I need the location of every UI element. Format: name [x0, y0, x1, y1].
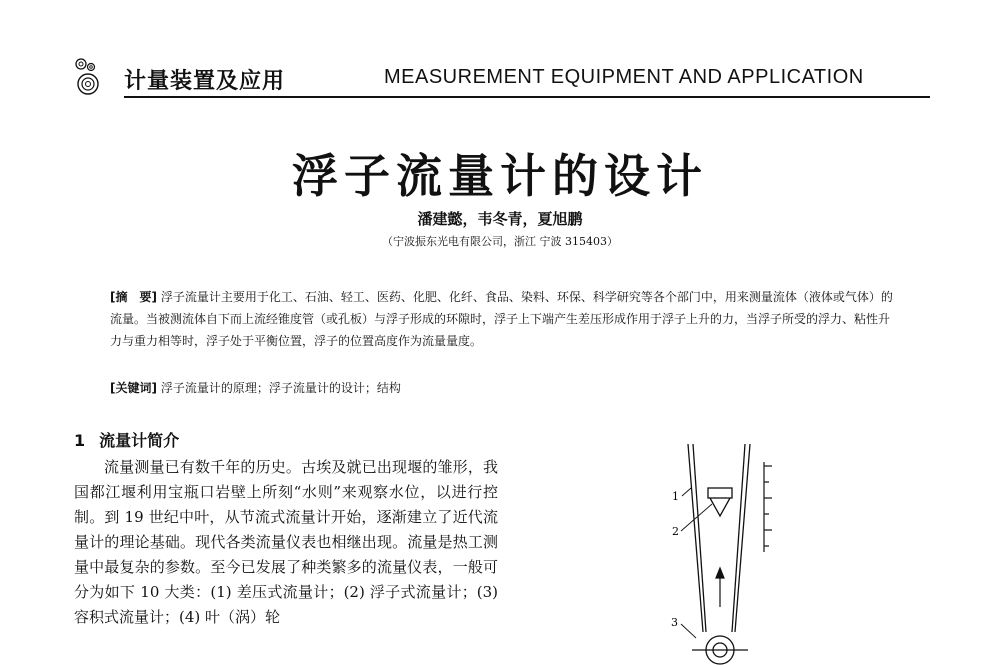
keywords	[110, 377, 900, 399]
scale-ticks	[764, 462, 772, 552]
journal-logo-icon	[74, 56, 114, 96]
keywords-text: 浮子流量计的原理；浮子流量计的设计；结构	[160, 381, 401, 395]
article-authors: 潘建懿，韦冬青，夏旭鹏	[417, 210, 583, 228]
section-heading	[74, 428, 179, 451]
section-body-text: 流量测量已有数千年的历史。古埃及就已出现堰的雏形，我国都江堰利用宝瓶口岩壁上所刻“水则”来观察水位，以进行控制。到 19 世纪中叶，从节流式流量计开始，逐渐建立了近代流量计的理论基础。现代各类流量仪表也相继出现。流量是热工测量中最复杂的参数。至今已发展了种类繁多的流量仪表，一般可分为如下 10 大类：(1) 差压式流量计；(2) 浮子式流量计；(3) 容积式流量计；(4) 叶（涡）轮	[74, 458, 498, 626]
keywords-label: [关键词]	[110, 381, 157, 395]
taper-tube	[688, 444, 750, 632]
abstract	[110, 286, 900, 352]
float-icon	[708, 488, 732, 516]
figure-label-3: 3	[671, 616, 678, 629]
abstract-text: 浮子流量计主要用于化工、石油、轻工、医药、化肥、化纤、食品、染料、环保、科学研究等各个部门中，用来测量流体（液体或气体）的流量。当被测流体自下而上流经锥度管（或孔板）与浮子形成的环隙时，浮子上下端产生差压形成作用于浮子上升的力，当浮子所受的浮力、粘性升力与重力相等时，浮子处于平衡位置，浮子的位置高度作为流量量度。	[110, 290, 893, 348]
flowmeter-figure	[668, 432, 788, 665]
leader-lines	[681, 488, 712, 638]
article-title: 浮子流量计的设计	[292, 149, 708, 203]
figure-label-2: 2	[672, 525, 679, 538]
flow-arrow-icon	[716, 568, 724, 607]
fitting-icon	[692, 636, 748, 664]
abstract-label: [摘 要]	[110, 290, 157, 304]
section-title: 流量计简介	[99, 431, 180, 450]
journal-section-title-en: MEASUREMENT EQUIPMENT AND APPLICATION	[384, 66, 864, 88]
figure-label-1: 1	[672, 490, 679, 503]
author-affiliation: （宁波振东光电有限公司，浙江 宁波 315403）	[382, 235, 618, 248]
journal-section-title: 计量装置及应用	[124, 69, 286, 94]
header-rule	[124, 96, 930, 98]
section-number: 1	[74, 431, 86, 450]
